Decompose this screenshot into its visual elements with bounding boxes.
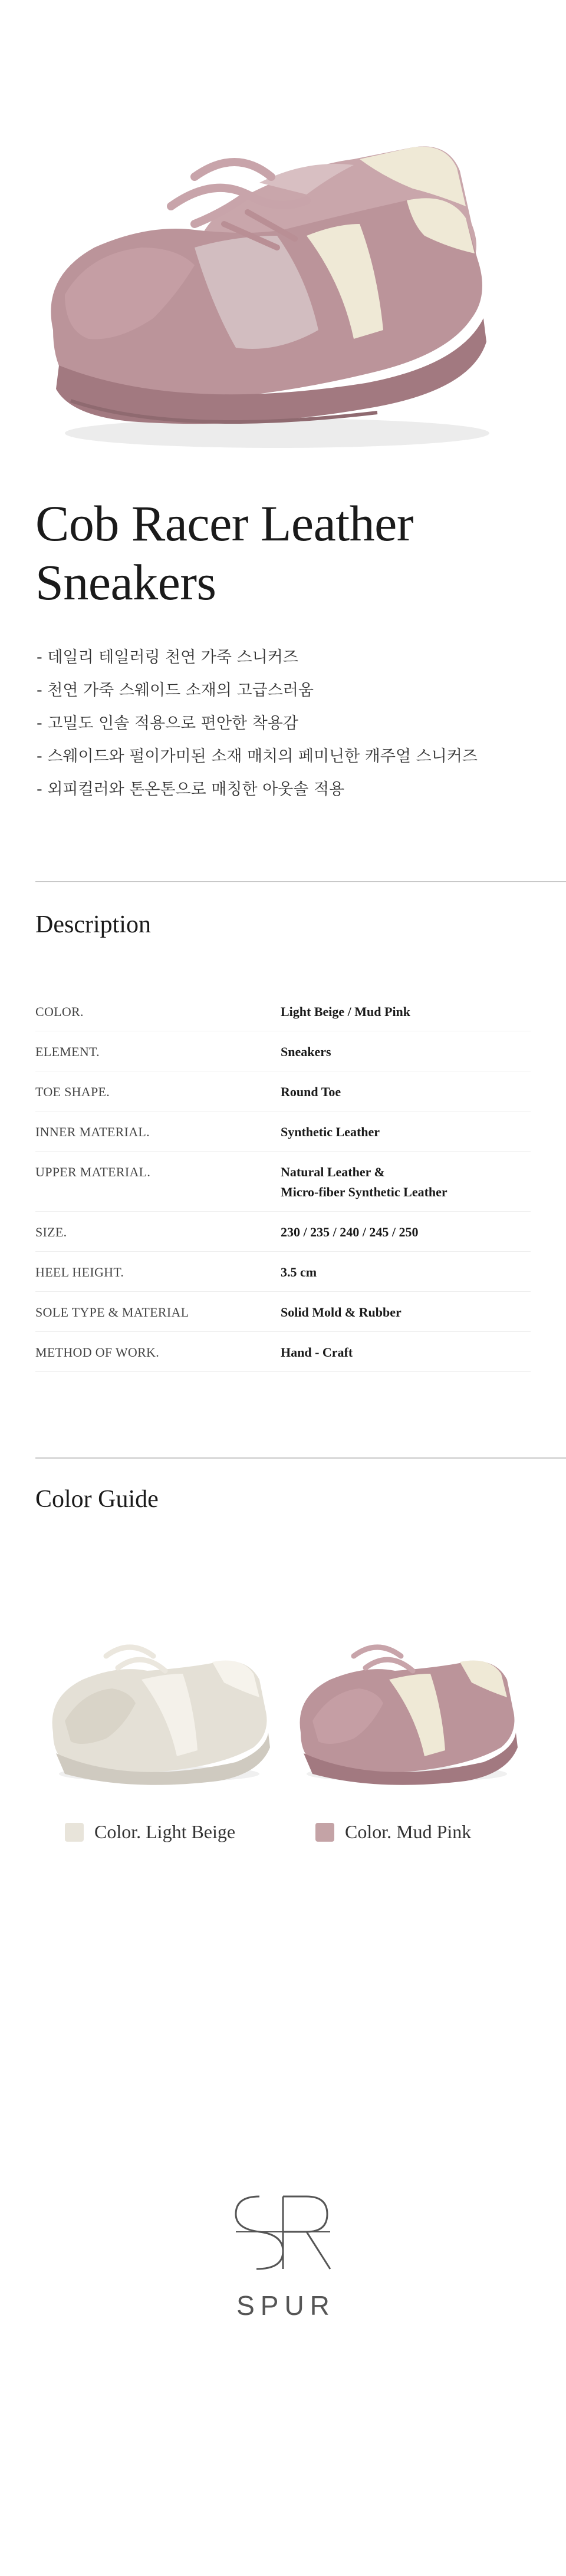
spec-label: METHOD OF WORK. — [35, 1345, 160, 1360]
color-chip — [65, 1823, 84, 1842]
spec-row — [35, 1071, 531, 1111]
spec-row — [35, 991, 531, 1031]
swatch-label: Color. Mud Pink — [345, 1821, 472, 1842]
feature-item: - 고밀도 인솔 적용으로 편안한 착용감 — [37, 714, 298, 733]
description-heading: Description — [35, 911, 151, 938]
spec-value: Hand - Craft — [281, 1345, 353, 1360]
swatch-mud-pink — [315, 1821, 471, 1843]
mud-pink-sneaker-image — [289, 1615, 525, 1792]
color-guide-heading: Color Guide — [35, 1486, 159, 1513]
spec-row — [35, 1152, 531, 1212]
spec-value: 230 / 235 / 240 / 245 / 250 — [281, 1225, 419, 1239]
feature-item: - 외피컬러와 톤온톤으로 매칭한 아웃솔 적용 — [37, 780, 345, 799]
spec-label: TOE SHAPE. — [35, 1084, 110, 1099]
brand-logo — [224, 2188, 342, 2321]
section-divider — [35, 881, 566, 882]
spec-label: UPPER MATERIAL. — [35, 1165, 151, 1179]
spec-row — [35, 1212, 531, 1252]
light-beige-sneaker-image — [41, 1615, 277, 1792]
spec-label: HEEL HEIGHT. — [35, 1265, 124, 1279]
spec-row — [35, 1332, 531, 1372]
feature-item: - 천연 가죽 스웨이드 소재의 고급스러움 — [37, 681, 314, 700]
product-title-line-2: Sneakers — [35, 554, 216, 611]
feature-list — [37, 641, 478, 806]
product-title — [35, 494, 531, 612]
product-title-line-1: Cob Racer Leather — [35, 495, 413, 552]
mud-pink-sneakers-illustration — [0, 0, 566, 466]
sr-monogram-icon — [224, 2188, 342, 2276]
spec-value: Solid Mold & Rubber — [281, 1305, 402, 1320]
color-chip — [315, 1823, 334, 1842]
feature-item: - 데일리 테일러링 천연 가죽 스니커즈 — [37, 648, 298, 667]
section-divider — [35, 1457, 566, 1459]
spec-label: ELEMENT. — [35, 1044, 100, 1059]
brand-wordmark: SPUR — [236, 2290, 335, 2321]
spec-label: SIZE. — [35, 1225, 67, 1239]
spec-row — [35, 1292, 531, 1332]
spec-value: Natural Leather & Micro-fiber Synthetic Leather — [281, 1165, 447, 1199]
swatch-light-beige — [65, 1821, 235, 1843]
spec-label: INNER MATERIAL. — [35, 1124, 150, 1139]
spec-value: Round Toe — [281, 1084, 341, 1099]
spec-label: SOLE TYPE & MATERIAL — [35, 1305, 189, 1320]
spec-row — [35, 1031, 531, 1071]
spec-table — [35, 991, 531, 1372]
hero-product-image — [0, 0, 566, 466]
spec-label: COLOR. — [35, 1004, 84, 1019]
spec-value: Sneakers — [281, 1044, 331, 1059]
spec-value: Synthetic Leather — [281, 1124, 380, 1139]
spec-value: 3.5 cm — [281, 1265, 317, 1279]
spec-value: Light Beige / Mud Pink — [281, 1004, 411, 1019]
spec-row — [35, 1252, 531, 1292]
spec-row — [35, 1111, 531, 1152]
feature-item: - 스웨이드와 펄이가미된 소재 매치의 페미닌한 캐주얼 스니커즈 — [37, 747, 478, 766]
swatch-label: Color. Light Beige — [94, 1821, 236, 1842]
